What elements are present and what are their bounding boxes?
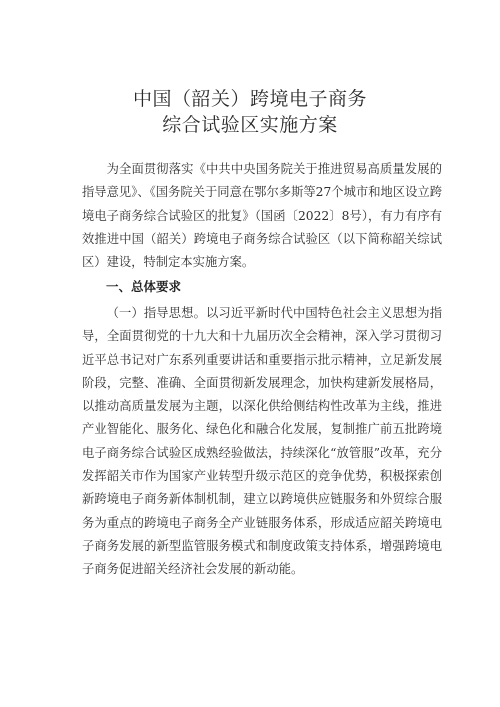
section-heading-general-requirements: 一、总体要求 — [106, 279, 182, 294]
guiding-ideology-paragraph: （一）指导思想。以习近平新时代中国特色社会主义思想为指导，全面贯彻党的十九大和十九届历次全会精神，深入学习贯彻习近平总书记对广东系列重要讲话和重要指示批示精神，立足新发展阶段，完整、准确、全面贯彻新发展理念，加快构建新发展格局，以推动高质量发展为主题，以深化供给侧结构性改革为主线，推进产业智能化、服务化、绿色化和融合化发展，复制推广前五批跨境电子商务综合试验区成熟经验做法，持续深化“放管服”改革，充分发挥韶关市作为国家产业转型升级示范区的竞争优势，积极探索创新跨境电子商务新体制机制，建立以跨境供应链服务和外贸综合服务为重点的跨境电子商务全产业链服务体系，形成适应韶关跨境电子商务发展的新型监管服务模式和制度政策支持体系，增强跨境电子商务促进韶关经济社会发展的新动能。 — [82, 306, 442, 577]
document-title-line1: 中国（韶关）跨境电子商务 — [132, 88, 367, 110]
intro-paragraph: 为全面贯彻落实《中共中央国务院关于推进贸易高质量发展的指导意见》、《国务院关于同意在鄂尔多斯等27个城市和地区设立跨境电子商务综合试验区的批复》（国函〔2022〕8号），有力有序有效推进中国（韶关）跨境电子商务综合试验区（以下简称韶关综试区）建设，特制定本实施方案。 — [82, 162, 442, 270]
document-title-line2: 综合试验区实施方案 — [162, 114, 338, 136]
